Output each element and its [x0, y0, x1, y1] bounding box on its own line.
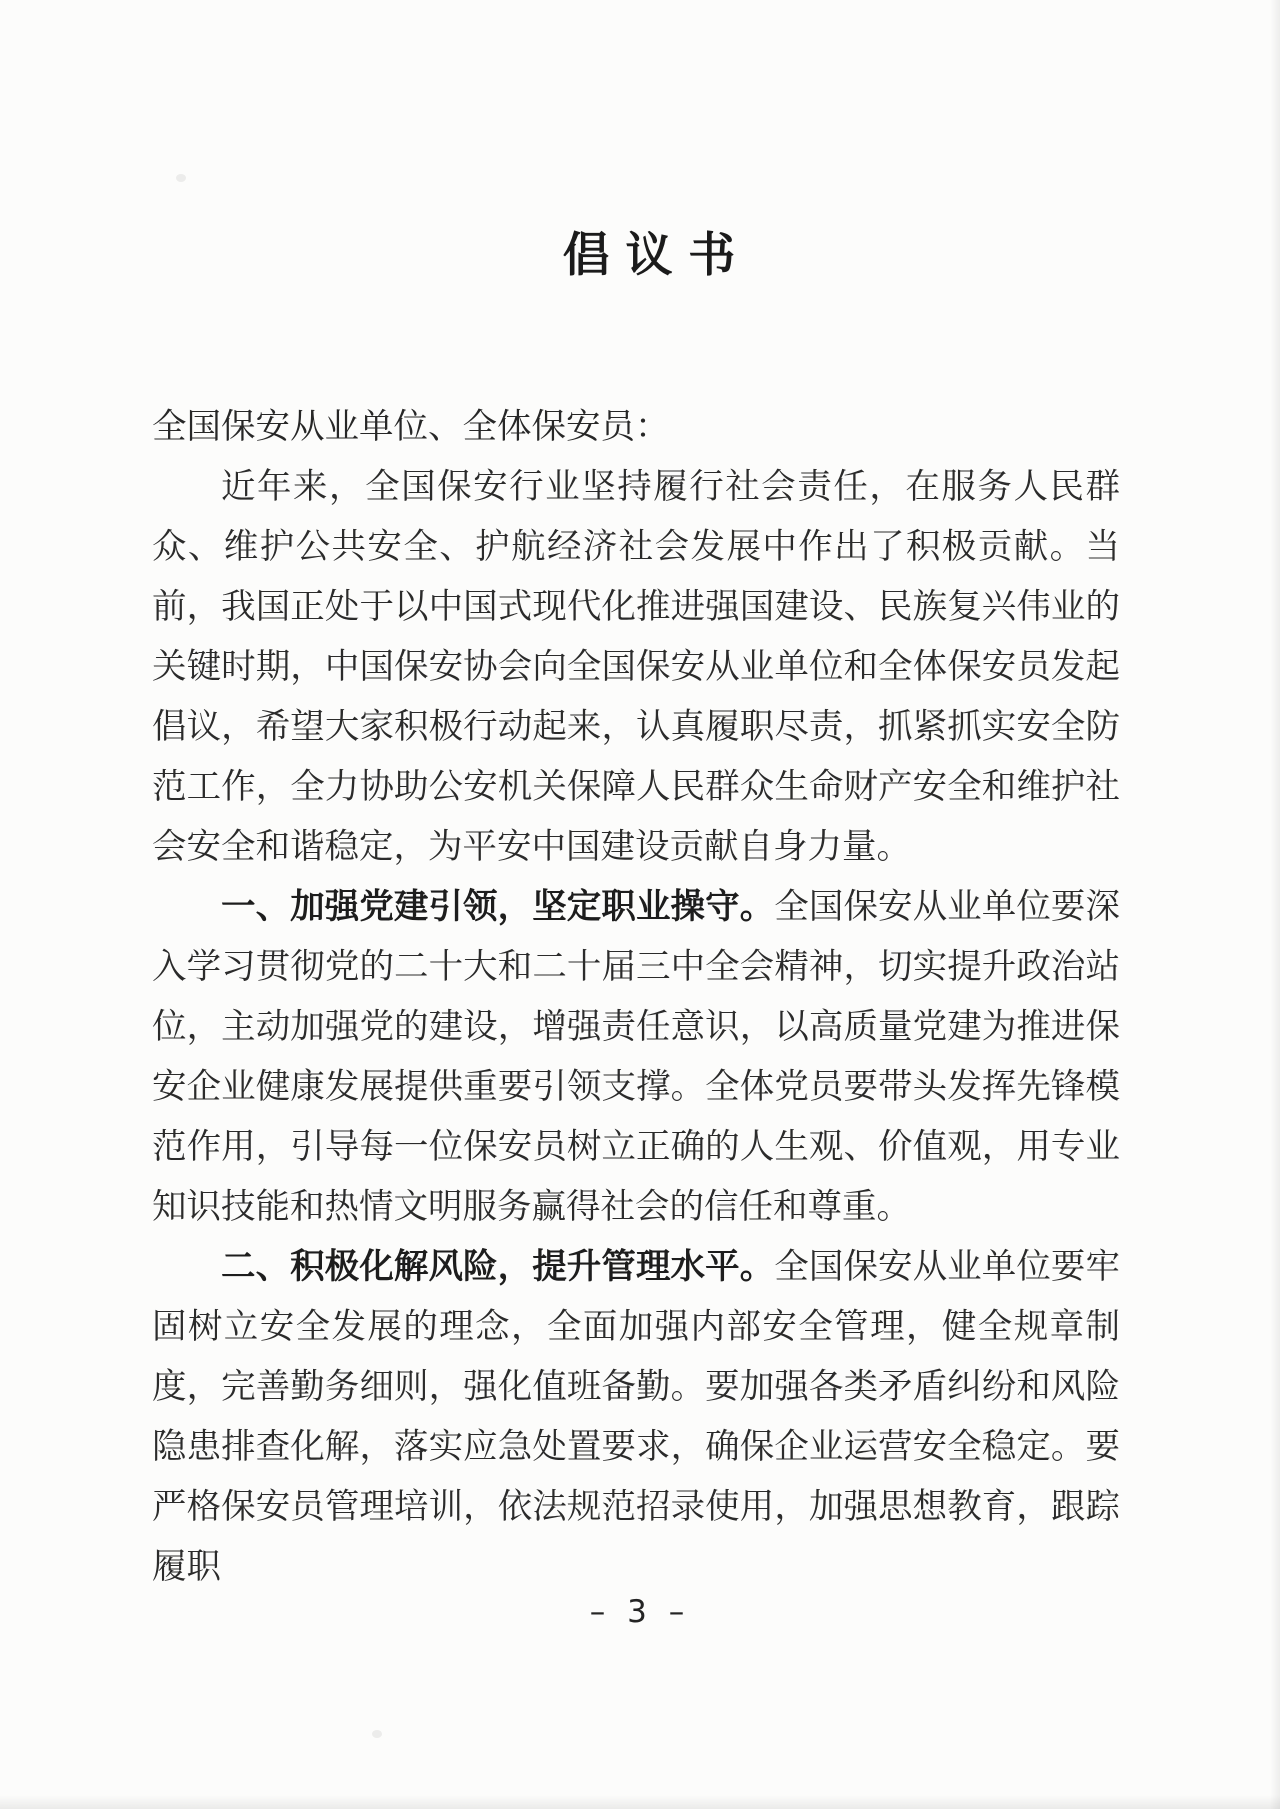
paragraph-text: 全国保安从业单位要深入学习贯彻党的二十大和二十届三中全会精神，切实提升政治站位，主动加强党的建设，增强责任意识，以高质量党建为推进保安企业健康发展提供重要引领支撑。全体党员要带头发挥先锋模范作用，引导每一位保安员树立正确的人生观、价值观，用专业知识技能和热情文明服务赢得社会的信任和尊重。: [152, 888, 1121, 1226]
document-title: 倡 议 书: [562, 230, 738, 282]
document-content: [152, 230, 1120, 1597]
salutation: 全国保安从业单位、全体保安员：: [152, 408, 670, 446]
scan-edge-shadow: [1270, 0, 1280, 1809]
section-heading-1: 一、加强党建引领，坚定职业操守。: [221, 888, 775, 926]
paragraph-section-2: [152, 1237, 1120, 1597]
scan-edge-shadow: [0, 1795, 1280, 1809]
section-heading-2: 二、积极化解风险，提升管理水平。: [221, 1248, 775, 1286]
scan-speck: [176, 174, 186, 182]
paragraph-intro: [152, 457, 1120, 877]
paragraph-text: 近年来，全国保安行业坚持履行社会责任，在服务人民群众、维护公共安全、护航经济社会发展中作出了积极贡献。当前，我国正处于以中国式现代化推进强国建设、民族复兴伟业的关键时期，中国保安协会向全国保安从业单位和全体保安员发起倡议，希望大家积极行动起来，认真履职尽责，抓紧抓实安全防范工作，全力协助公安机关保障人民群众生命财产安全和维护社会安全和谐稳定，为平安中国建设贡献自身力量。: [152, 468, 1120, 866]
page-number: – 3 –: [589, 1594, 691, 1630]
paragraph-section-1: [152, 877, 1120, 1237]
paragraph-text: 全国保安从业单位要牢固树立安全发展的理念，全面加强内部安全管理，健全规章制度，完善勤务细则，强化值班备勤。要加强各类矛盾纠纷和风险隐患排查化解，落实应急处置要求，确保企业运营安全稳定。要严格保安员管理培训，依法规范招录使用，加强思想教育，跟踪履职: [152, 1248, 1121, 1586]
scan-speck: [372, 1730, 382, 1738]
